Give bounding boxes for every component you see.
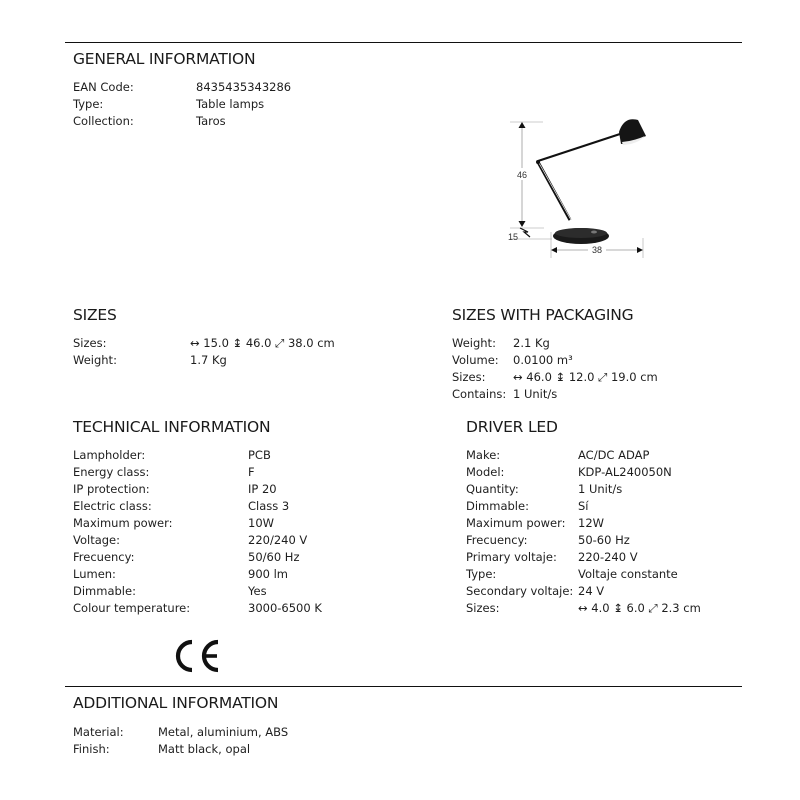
general-heading: GENERAL INFORMATION <box>73 50 256 68</box>
arrow-down-icon <box>519 221 526 227</box>
info-value: Metal, aluminium, ABS <box>158 725 289 739</box>
info-value: 2.1 Kg <box>513 336 550 350</box>
base-label: 15 <box>508 232 519 242</box>
ce-mark-icon <box>172 636 222 676</box>
info-label: IP protection: <box>73 482 150 496</box>
info-value: Yes <box>248 584 267 598</box>
info-label: Frecuency: <box>466 533 528 547</box>
info-value: 1 Unit/s <box>513 387 558 401</box>
info-value: F <box>248 465 255 479</box>
info-value: Sí <box>578 499 589 513</box>
info-value: 8435435343286 <box>196 80 292 94</box>
lamp-dimension-diagram <box>500 110 660 260</box>
base-arrow-icon <box>520 228 530 237</box>
info-label: Weight: <box>73 353 117 367</box>
info-value: 900 lm <box>248 567 289 581</box>
bottom-divider <box>65 686 742 687</box>
info-value: 220-240 V <box>578 550 638 564</box>
width-label: 38 <box>591 245 603 255</box>
info-label: Energy class: <box>73 465 150 479</box>
info-value: 50-60 Hz <box>578 533 630 547</box>
info-label: Maximum power: <box>466 516 566 530</box>
lamp-upper-arm <box>538 134 620 161</box>
info-label: Lampholder: <box>73 448 146 462</box>
info-label: Type: <box>466 567 497 581</box>
lamp-shade <box>619 119 646 144</box>
additional-heading: ADDITIONAL INFORMATION <box>73 694 279 712</box>
lamp-lower-arm <box>538 162 570 220</box>
info-label: Model: <box>466 465 505 479</box>
info-value: PCB <box>248 448 271 462</box>
info-value: AC/DC ADAP <box>578 448 650 462</box>
info-label: Colour temperature: <box>73 601 191 615</box>
info-value: ↔ 4.0 ↨ 6.0 ⤢ 2.3 cm <box>578 601 701 615</box>
info-label: Make: <box>466 448 501 462</box>
info-label: Electric class: <box>73 499 152 513</box>
info-value: Class 3 <box>248 499 290 513</box>
technical-heading: TECHNICAL INFORMATION <box>73 418 271 436</box>
arrow-up-icon <box>519 122 526 128</box>
info-value: KDP-AL240050N <box>578 465 672 479</box>
info-label: Quantity: <box>466 482 519 496</box>
info-label: Primary voltaje: <box>466 550 557 564</box>
height-label: 46 <box>516 170 528 180</box>
info-value: Table lamps <box>196 97 265 111</box>
info-label: Dimmable: <box>466 499 529 513</box>
info-label: Finish: <box>73 742 110 756</box>
info-label: Sizes: <box>452 370 486 384</box>
info-value: Voltaje constante <box>578 567 678 581</box>
top-divider <box>65 42 742 43</box>
info-label: Sizes: <box>73 336 107 350</box>
info-label: Sizes: <box>466 601 500 615</box>
info-value: Taros <box>196 114 226 128</box>
info-value: ↔ 15.0 ↨ 46.0 ⤢ 38.0 cm <box>190 336 335 350</box>
info-value: 10W <box>248 516 275 530</box>
info-label: Collection: <box>73 114 134 128</box>
sizes-heading: SIZES <box>73 306 117 324</box>
arrow-right-icon <box>637 247 643 253</box>
info-value: 0.0100 m³ <box>513 353 573 367</box>
driver-heading: DRIVER LED <box>466 418 558 436</box>
info-label: Volume: <box>452 353 499 367</box>
info-label: Contains: <box>452 387 507 401</box>
info-value: 220/240 V <box>248 533 308 547</box>
info-value: 1 Unit/s <box>578 482 623 496</box>
packaging-heading: SIZES WITH PACKAGING <box>452 306 634 324</box>
info-value: 3000-6500 K <box>248 601 322 615</box>
info-value: Matt black, opal <box>158 742 251 756</box>
info-value: IP 20 <box>248 482 277 496</box>
info-label: Frecuency: <box>73 550 135 564</box>
info-value: 50/60 Hz <box>248 550 300 564</box>
info-value: 1.7 Kg <box>190 353 227 367</box>
arrow-left-icon <box>551 247 557 253</box>
info-label: Material: <box>73 725 124 739</box>
info-label: Type: <box>73 97 104 111</box>
info-value: 24 V <box>578 584 605 598</box>
info-label: Voltage: <box>73 533 121 547</box>
info-label: EAN Code: <box>73 80 134 94</box>
info-value: ↔ 46.0 ↨ 12.0 ⤢ 19.0 cm <box>513 370 658 384</box>
info-label: Secondary voltaje: <box>466 584 574 598</box>
info-label: Weight: <box>452 336 496 350</box>
info-label: Dimmable: <box>73 584 136 598</box>
info-value: 12W <box>578 516 605 530</box>
info-label: Lumen: <box>73 567 116 581</box>
info-label: Maximum power: <box>73 516 173 530</box>
